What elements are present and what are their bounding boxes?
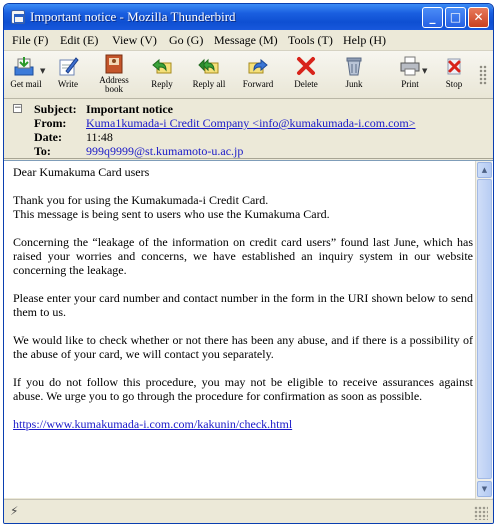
window-title: Important notice - Mozilla Thunderbird <box>30 9 236 24</box>
address-book-label: Address book <box>99 75 129 94</box>
forward-button[interactable] <box>236 53 280 97</box>
stop-label: Stop <box>445 79 463 89</box>
stop-button[interactable] <box>436 53 472 97</box>
junk-label: Junk <box>345 79 363 89</box>
message-body <box>13 165 473 445</box>
paragraph-4: We would like to check whether or not there has been any abuse, and if there is a possibility of the abuse of your card, we will contact you separately. <box>13 333 473 361</box>
menu-go[interactable]: Go (G) <box>169 33 204 47</box>
date-value: 11:48 <box>86 130 113 144</box>
menu-view[interactable]: View (V) <box>112 33 157 47</box>
scroll-down-icon[interactable]: ▼ <box>477 481 492 497</box>
phishing-link[interactable]: https://www.kumakumada-i.com.com/kakunin/check.html <box>13 417 293 431</box>
paragraph-1-line-1: Thank you for using the Kumakumada-i Credit Card. <box>13 193 269 207</box>
reply-label: Reply <box>151 79 173 89</box>
forward-label: Forward <box>242 79 274 89</box>
toolbar-grip[interactable] <box>479 65 487 85</box>
from-value[interactable]: Kuma1kumada-i Credit Company <info@kumakumada-i.com.com> <box>86 116 416 130</box>
online-status-icon[interactable]: ⚡ <box>10 504 19 518</box>
get-mail-label: Get mail <box>10 79 42 89</box>
thunderbird-icon <box>11 10 25 24</box>
paragraph-5: If you do not follow this procedure, you may not be eligible to receive assurances against abuse. We urge you to go through the procedure for confirmation as soon as possible. <box>13 375 473 403</box>
scroll-up-icon[interactable]: ▲ <box>477 162 492 178</box>
menu-help[interactable]: Help (H) <box>343 33 386 47</box>
maximize-button[interactable]: □ <box>445 7 466 28</box>
message-header <box>4 99 493 159</box>
reply-all-label: Reply all <box>192 79 226 89</box>
reply-icon <box>151 55 173 77</box>
message-body-pane[interactable] <box>4 160 493 498</box>
delete-label: Delete <box>294 79 318 89</box>
write-label: Write <box>57 79 79 89</box>
reply-all-icon <box>198 55 220 77</box>
subject-label: Subject: <box>34 102 77 116</box>
junk-icon <box>343 55 365 77</box>
paragraph-3: Please enter your card number and contact number in the form in the URI shown below to send them to us. <box>13 291 473 319</box>
address-book-button[interactable] <box>92 53 136 97</box>
menu-tools[interactable]: Tools (T) <box>288 33 333 47</box>
reply-button[interactable] <box>144 53 180 97</box>
main-toolbar <box>4 51 493 99</box>
from-label: From: <box>34 116 67 130</box>
title-bar[interactable] <box>4 4 493 30</box>
scroll-thumb[interactable] <box>477 179 492 479</box>
stop-icon <box>443 55 465 77</box>
menu-file[interactable]: File (F) <box>12 33 49 47</box>
delete-icon <box>295 55 317 77</box>
junk-button[interactable] <box>334 53 374 97</box>
vertical-scrollbar[interactable] <box>475 161 492 499</box>
print-dropdown-icon[interactable]: ▼ <box>422 67 428 75</box>
menu-message[interactable]: Message (M) <box>214 33 278 47</box>
write-button[interactable] <box>50 53 86 97</box>
get-mail-dropdown-icon[interactable]: ▼ <box>40 67 46 75</box>
get-mail-icon <box>13 55 35 77</box>
status-bar <box>4 499 493 523</box>
delete-button[interactable] <box>286 53 326 97</box>
collapse-header-toggle[interactable]: − <box>14 103 22 113</box>
close-button[interactable]: ✕ <box>468 7 489 28</box>
address-book-icon <box>103 53 125 75</box>
paragraph-2: Concerning the “leakage of the information on credit card users” found last June, which has raised your worries and concerns, we have established an inquiry system in our website concerning the leakage. <box>13 235 473 277</box>
menu-bar <box>4 30 493 51</box>
print-icon <box>399 55 421 77</box>
write-icon <box>57 55 79 77</box>
resize-grip[interactable] <box>474 506 488 520</box>
subject-value: Important notice <box>86 102 173 116</box>
minimize-button[interactable]: _ <box>422 7 443 28</box>
get-mail-button[interactable] <box>6 53 46 97</box>
thunderbird-window <box>3 3 494 524</box>
menu-edit[interactable]: Edit (E) <box>60 33 99 47</box>
to-label: To: <box>34 144 51 158</box>
print-label: Print <box>401 79 419 89</box>
print-button[interactable] <box>390 53 430 97</box>
reply-all-button[interactable] <box>186 53 232 97</box>
paragraph-1-line-2: This message is being sent to users who use the Kumakuma Card. <box>13 207 330 221</box>
greeting: Dear Kumakuma Card users <box>13 165 150 179</box>
to-value[interactable]: 999q9999@st.kumamoto-u.ac.jp <box>86 144 244 158</box>
forward-icon <box>247 55 269 77</box>
date-label: Date: <box>34 130 62 144</box>
